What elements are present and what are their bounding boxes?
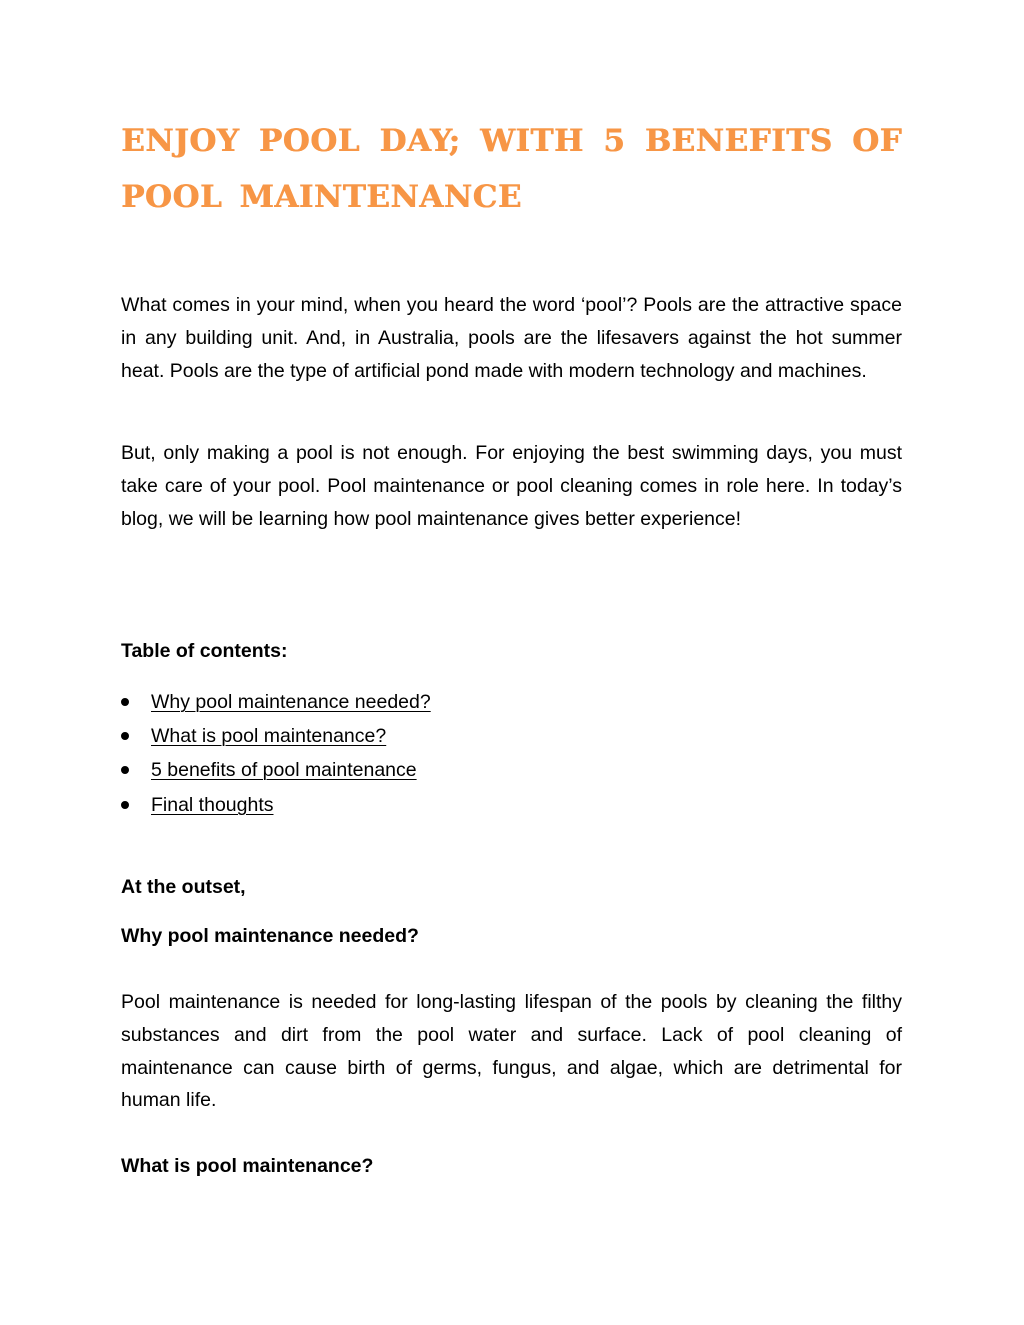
toc-link-what-is-pool-maintenance[interactable]: What is pool maintenance? <box>151 725 387 748</box>
bullet-icon <box>121 732 129 740</box>
intro-paragraph-2: But, only making a pool is not enough. For enjoying the best swimming days, you must take care of your pool. Pool maintenance or pool cleaning comes in role here. In today’s blog, we will be learning how pool maintenance gives better experience! <box>121 442 902 530</box>
bullet-icon <box>121 801 129 809</box>
bullet-icon <box>121 766 129 774</box>
document-title: ENJOY POOL DAY; WITH 5 BENEFITS OF POOL MAINTENANCE <box>121 123 902 215</box>
bullet-icon <box>121 698 129 706</box>
section-heading-what: What is pool maintenance? <box>121 1155 374 1177</box>
section-body-why: Pool maintenance is needed for long-lasting lifespan of the pools by cleaning the filthy substances and dirt from the pool water and surface. Lack of pool cleaning of maintenance can cause birth of germs, fungus, and algae, which are detrimental for human life. <box>121 991 902 1112</box>
toc-item <box>121 791 431 825</box>
toc-link-final-thoughts[interactable]: Final thoughts <box>151 793 274 816</box>
toc-link-why-pool-maintenance[interactable]: Why pool maintenance needed? <box>151 691 431 713</box>
table-of-contents <box>121 688 431 825</box>
toc-item <box>121 722 431 756</box>
toc-heading: Table of contents: <box>121 640 288 662</box>
intro-paragraph-1: What comes in your mind, when you heard the word ‘pool’? Pools are the attractive space in any building unit. And, in Australia, pools are the lifesavers against the hot summer heat. Pools are the type of artificial pond made with modern technology and machines. <box>121 294 902 382</box>
toc-item <box>121 756 431 790</box>
section-heading-why: Why pool maintenance needed? <box>121 925 419 947</box>
toc-item <box>121 688 431 722</box>
outset-label: At the outset, <box>121 876 246 898</box>
toc-link-5-benefits[interactable]: 5 benefits of pool maintenance <box>151 759 417 782</box>
